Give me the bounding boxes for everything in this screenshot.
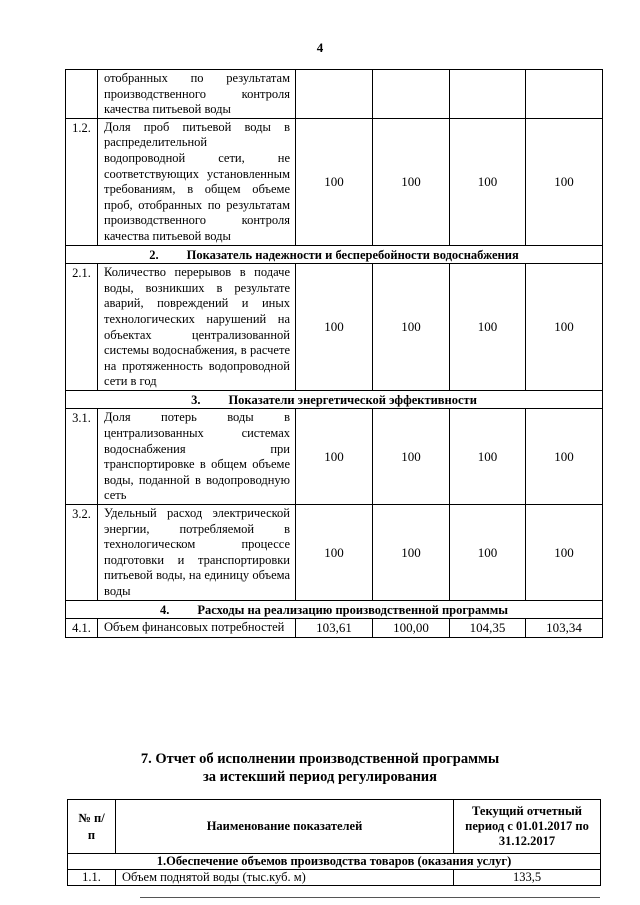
row-name: Объем поднятой воды (тыс.куб. м) — [116, 870, 454, 886]
row-number — [66, 70, 98, 119]
indicator-value: 100 — [450, 118, 526, 245]
indicator-value: 100 — [450, 264, 526, 391]
section-header — [66, 245, 603, 264]
indicator-value: 100,00 — [373, 619, 450, 638]
table-row — [66, 409, 603, 505]
header-period: Текущий отчетный период с 01.01.2017 по 31.12.2017 — [454, 800, 601, 854]
indicator-value — [296, 70, 373, 119]
header-name: Наименование показателей — [116, 800, 454, 854]
section-header — [66, 390, 603, 409]
page-number: 4 — [316, 40, 324, 55]
section-1-title: 1.Обеспечение объемов производства товаров (оказания услуг) — [68, 854, 601, 870]
row-number: 4.1. — [66, 619, 98, 638]
row-number: 3.2. — [66, 505, 98, 601]
indicator-value: 100 — [526, 409, 603, 505]
indicator-value: 100 — [296, 264, 373, 391]
indicator-value — [526, 70, 603, 119]
table-row — [66, 70, 603, 119]
indicator-value: 100 — [296, 118, 373, 245]
section-title: Показатель надежности и бесперебойности водоснабжения — [186, 247, 519, 262]
row-number: 3.1. — [66, 409, 98, 505]
section-row — [66, 600, 603, 619]
header-num: № п/п — [68, 800, 116, 854]
section-number: 2. — [149, 247, 159, 262]
divider — [140, 897, 600, 898]
indicator-value: 100 — [526, 505, 603, 601]
indicator-value: 100 — [526, 264, 603, 391]
indicator-name: Удельный расход электрической энергии, потребляемой в технологическом процессе подготовки и транспортировки питьевой воды, на единицу объема воды — [98, 505, 296, 601]
table-row — [66, 118, 603, 245]
indicator-value: 100 — [450, 505, 526, 601]
section-title: Расходы на реализацию производственной программы — [197, 602, 509, 617]
indicator-value: 100 — [526, 118, 603, 245]
indicator-name: Доля потерь воды в централизованных системах водоснабжения при транспортировке в общем объеме воды, поданной в водопроводную сеть — [98, 409, 296, 505]
indicator-value: 100 — [296, 409, 373, 505]
section-row — [66, 245, 603, 264]
row-number: 2.1. — [66, 264, 98, 391]
table-row — [66, 264, 603, 391]
indicator-value: 104,35 — [450, 619, 526, 638]
indicator-value: 100 — [373, 409, 450, 505]
table-row — [66, 619, 603, 638]
section-7-title-line2: за истекший период регулирования — [202, 769, 438, 785]
indicator-name: Количество перерывов в подаче воды, возникших в результате аварий, повреждений и иных технологических нарушений на объектах централизованной системы водоснабжения, в расчете на протяженность водопроводной сети в год — [98, 264, 296, 391]
section-title: Показатели энергетической эффективности — [228, 392, 477, 407]
indicator-value: 100 — [296, 505, 373, 601]
section-7-title-line1: 7. Отчет об исполнении производственной программы — [140, 751, 500, 767]
table-row — [66, 505, 603, 601]
indicator-name: Доля проб питьевой воды в распределительной водопроводной сети, не соответствующих установленным требованиям, в общем объеме проб, отобранных по результатам производственного контроля качества питьевой воды — [98, 118, 296, 245]
row-num: 1.1. — [68, 870, 116, 886]
indicator-value: 103,61 — [296, 619, 373, 638]
indicators-table — [65, 69, 603, 638]
section-number: 4. — [159, 602, 170, 617]
indicator-value: 103,34 — [526, 619, 603, 638]
indicator-value: 100 — [373, 118, 450, 245]
indicator-value: 100 — [373, 505, 450, 601]
report-table — [67, 799, 601, 886]
indicator-name: отобранных по результатам производственного контроля качества питьевой воды — [98, 70, 296, 119]
indicator-value: 100 — [450, 409, 526, 505]
indicator-name: Объем финансовых потребностей — [98, 619, 296, 638]
row-number: 1.2. — [66, 118, 98, 245]
section-row — [66, 390, 603, 409]
section-number: 3. — [191, 392, 201, 407]
row-value: 133,5 — [454, 870, 601, 886]
indicator-value — [450, 70, 526, 119]
indicator-value: 100 — [373, 264, 450, 391]
indicator-value — [373, 70, 450, 119]
section-header — [66, 600, 603, 619]
